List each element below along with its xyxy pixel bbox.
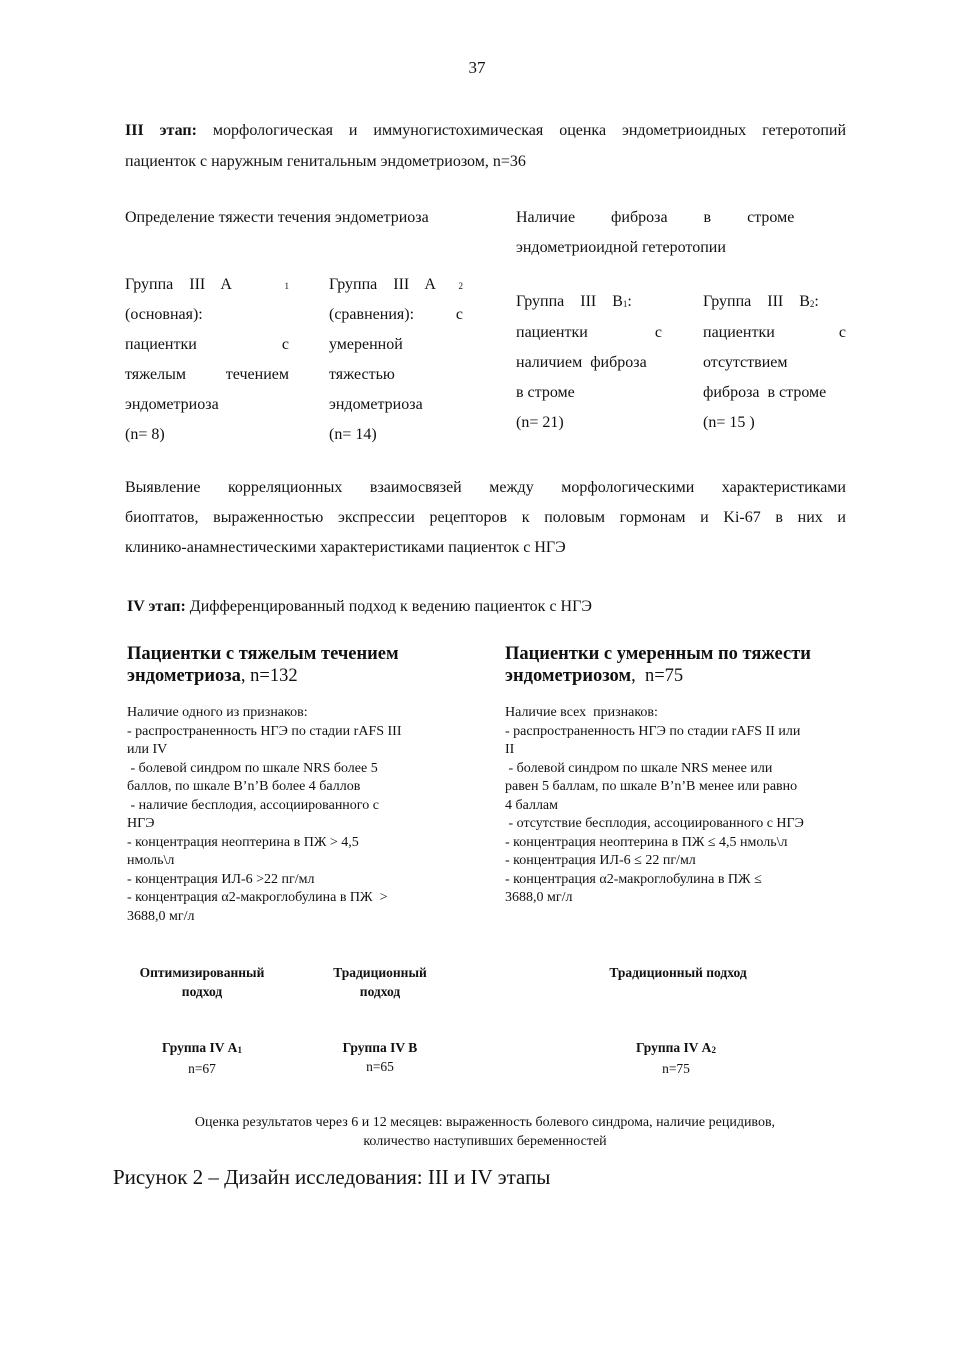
group-3a1-title-text: Группа III A (125, 276, 232, 293)
group-3b1-line2b: с (654, 324, 662, 341)
group-3a2-line4: тяжестью (329, 366, 395, 383)
correlation-line2: биоптатов, выраженностью экспрессии рецепторов к половым гормонам и Ki-67 в них и (125, 509, 846, 526)
severe-criterion: баллов, по шкале B’n’B более 4 баллов (127, 779, 361, 794)
group-3b1-sub: 1 (622, 299, 628, 309)
severe-criterion: - наличие бесплодия, ассоциированного с (127, 797, 379, 813)
group-3a1-line3b: с (281, 336, 289, 353)
group-3a2-line2a: (сравнения): (329, 306, 415, 323)
moderate-heading-n: , n=75 (631, 666, 684, 686)
group-3b2-box (703, 287, 846, 438)
optimized-approach-box (122, 963, 282, 1001)
moderate-heading-bold2: эндометриозом (505, 666, 632, 686)
group-3a2-title (329, 270, 463, 300)
severe-heading (127, 643, 467, 687)
group-3b2-count: (n= 15 ) (703, 414, 755, 431)
moderate-criterion: равен 5 баллам, по шкале B’n’B менее или равно (505, 779, 798, 794)
group-3b2-title-text: Группа III B (703, 293, 810, 310)
severe-criterion: НГЭ (127, 816, 155, 831)
severe-heading-n: , n=132 (240, 666, 298, 686)
group-4b-title: Группа IV В (342, 1040, 418, 1055)
traditional-approach-box-a2 (560, 963, 796, 982)
optimized-approach-line2: подход (181, 984, 223, 999)
moderate-heading (505, 643, 855, 687)
group-3a1-line4b: течением (225, 366, 289, 383)
traditional-approach-full: Традиционный подход (609, 965, 747, 980)
group-3b1-line2 (516, 318, 662, 348)
stage3-label: III этап: (125, 122, 197, 139)
group-3a1-line3 (125, 330, 289, 360)
moderate-criterion: 4 баллам (505, 797, 559, 813)
group-3b2-colon: : (814, 293, 819, 310)
fibrosis-heading-line2: эндометриоидной гетеротопии (516, 239, 726, 256)
group-3b2-title (703, 287, 846, 318)
traditional-approach-line1: Традиционный (333, 965, 427, 980)
severe-heading-bold2: эндометриоза (127, 666, 241, 686)
group-4a2-box (596, 1038, 756, 1078)
severe-criterion: Наличие одного из признаков: (127, 705, 308, 720)
group-3b1-title-text: Группа III B (516, 293, 623, 310)
group-3a1-sub: 1 (284, 281, 289, 291)
correlation-line3: клинико-анамнестическими характеристиками пациенток с НГЭ (125, 539, 566, 556)
outcome-box (120, 1113, 850, 1151)
moderate-criterion: - концентрация α2-макроглобулина в ПЖ ≤ (505, 871, 762, 887)
group-3b1-title (516, 287, 662, 318)
group-3a2-box (329, 270, 463, 450)
group-3a1-line4 (125, 360, 289, 390)
group-3a2-line2 (329, 300, 463, 330)
group-3b1-count: (n= 21) (516, 414, 564, 431)
traditional-approach-box-b (310, 963, 450, 1001)
group-4a1-count: n=67 (188, 1061, 216, 1076)
moderate-criteria (505, 704, 855, 908)
moderate-criterion: - концентрация неоптерина в ПЖ ≤ 4,5 нмоль\л (505, 834, 788, 850)
page-number: 37 (468, 58, 486, 77)
group-3b1-line2a: пациентки (516, 324, 588, 341)
moderate-criterion: Наличие всех признаков: (505, 705, 658, 720)
group-3b1-line3: наличием фиброза (516, 354, 647, 371)
severity-heading: Определение тяжести течения эндометриоза (125, 209, 429, 226)
group-3b2-line2a: пациентки (703, 324, 775, 341)
group-3b2-line4: фиброза в строме (703, 384, 827, 401)
group-4a1-title: Группа IV А (162, 1040, 238, 1055)
moderate-criterion: - распространенность НГЭ по стадии rAFS II или (505, 723, 801, 739)
traditional-approach-line2: подход (359, 984, 401, 999)
severe-criterion: или IV (127, 742, 168, 757)
group-4a1-sub: 1 (237, 1045, 242, 1055)
moderate-criterion: - болевой синдром по шкале NRS менее или (505, 760, 773, 776)
group-3a1-title (125, 270, 289, 300)
moderate-criterion: II (505, 742, 515, 757)
severe-criterion: - концентрация α2-макроглобулина в ПЖ > (127, 890, 388, 905)
group-4a2-title: Группа IV А (636, 1040, 712, 1055)
stage3-line2: пациенток с наружным генитальным эндометриозом, n=36 (125, 153, 526, 170)
group-3a2-title-text: Группа III A (329, 276, 436, 293)
group-4a1-box (132, 1038, 272, 1078)
severe-criterion: нмоль\л (127, 853, 175, 868)
stage3-line1 (125, 116, 846, 146)
group-4b-count: n=65 (366, 1059, 394, 1074)
severe-criterion: - концентрация ИЛ-6 >22 пг/мл (127, 871, 315, 887)
correlation-text (125, 473, 846, 563)
group-3b1-line4: в строме (516, 384, 575, 401)
stage4-line (127, 592, 592, 622)
moderate-criterion: - отсутствие бесплодия, ассоциированного с НГЭ (505, 816, 804, 831)
group-3b2-line3: отсутствием (703, 354, 788, 371)
severe-criterion: - болевой синдром по шкале NRS более 5 (127, 760, 378, 776)
moderate-heading-line1: Пациентки с умеренным по тяжести (505, 644, 811, 664)
severe-criteria (127, 704, 467, 926)
group-3b1-colon: : (627, 293, 632, 310)
group-3b2-line2b: с (838, 324, 846, 341)
group-3a1-count: (n= 8) (125, 426, 165, 443)
stage4-text: Дифференцированный подход к ведению пациенток с НГЭ (189, 598, 592, 615)
group-4a2-count: n=75 (662, 1061, 690, 1076)
outcome-line1: Оценка результатов через 6 и 12 месяцев: выраженность болевого синдрома, наличие рецидивов, (194, 1115, 776, 1130)
group-4a2-sub: 2 (711, 1045, 716, 1055)
severe-heading-line1: Пациентки с тяжелым течением (127, 644, 399, 664)
group-3a2-line5: эндометриоза (329, 396, 423, 413)
moderate-criterion: 3688,0 мг/л (505, 890, 573, 905)
stage3-text: морфологическая и иммуногистохимическая оценка эндометриоидных гетеротопий (212, 122, 847, 139)
group-3a1-line4a: тяжелым (125, 366, 186, 383)
figure-caption: Рисунок 2 – Дизайн исследования: III и IV этапы (113, 1165, 551, 1189)
group-3a2-line2b: с (455, 306, 463, 323)
stage4-label: IV этап: (127, 598, 186, 615)
group-4b-box (310, 1038, 450, 1076)
outcome-line2: количество наступивших беременностей (363, 1134, 607, 1149)
severe-criterion: - концентрация неоптерина в ПЖ > 4,5 (127, 834, 359, 850)
group-3a2-sub: 2 (458, 281, 463, 291)
correlation-line1: Выявление корреляционных взаимосвязей между морфологическими характеристиками (125, 479, 846, 496)
group-3a1-line2: (основная): (125, 306, 203, 323)
fibrosis-heading (516, 203, 846, 263)
group-3a1-line3a: пациентки (125, 336, 197, 353)
severe-criterion: - распространенность НГЭ по стадии rAFS III (127, 723, 402, 739)
group-3a1-line5: эндометриоза (125, 396, 219, 413)
fibrosis-heading-line1: Наличие фиброза в строме (516, 209, 795, 226)
group-3a2-count: (n= 14) (329, 426, 377, 443)
optimized-approach-line1: Оптимизированный (139, 965, 265, 980)
severe-criterion: 3688,0 мг/л (127, 908, 195, 924)
group-3b1-box (516, 287, 662, 438)
moderate-criterion: - концентрация ИЛ-6 ≤ 22 пг/мл (505, 853, 696, 868)
group-3b2-line2 (703, 318, 846, 348)
group-3b2-sub: 2 (809, 299, 815, 309)
group-3a1-box (125, 270, 289, 450)
group-3a2-line3: умеренной (329, 336, 403, 353)
